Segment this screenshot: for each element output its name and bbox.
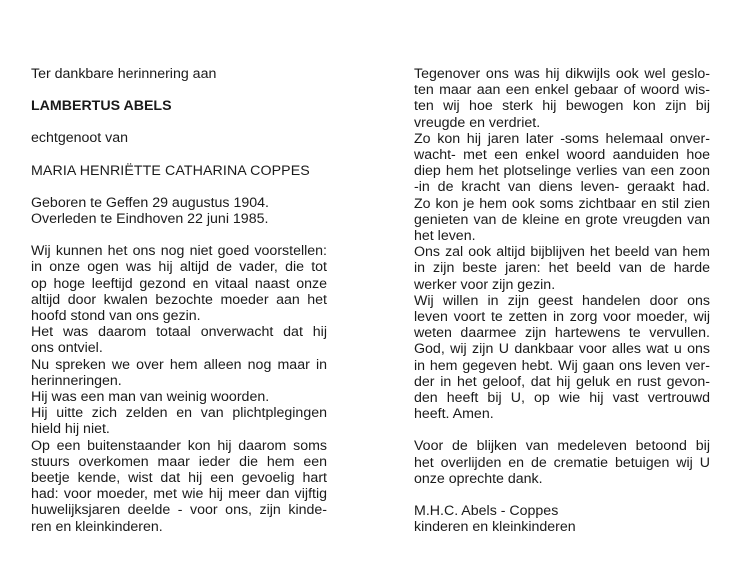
text-line: had: voor moeder, met wie hij meer dan vijftig xyxy=(31,486,327,503)
text-line: Hij was een man van weinig woorden. xyxy=(31,389,270,406)
text-line: ons ontviel. xyxy=(31,340,103,357)
text-line: diep hem het plotselinge verlies van een zoon xyxy=(414,163,710,180)
left-body-text xyxy=(31,243,327,535)
text-line: genieten van de kleine en grote vreugden van xyxy=(414,211,710,228)
text-line: Zo kon je hem ook soms zichtbaar en stil zien xyxy=(414,195,710,212)
text-line: in zijn beste jaren: het beeld van de harde xyxy=(414,260,710,277)
text-line: in hem gegeven hebt. Wij gaan ons leven ver- xyxy=(414,357,710,374)
signature-name: M.H.C. Abels - Coppes xyxy=(414,503,559,520)
text-line: het overlijden en de crematie betuigen wij U xyxy=(414,454,710,471)
text-line: beetje kende, wist dat hij een gevoelig hart xyxy=(31,470,327,487)
text-line: wacht- met een enkel woord aanduiden hoe xyxy=(414,147,710,164)
text-line: Hij uitte zich zelden en van plichtplegingen xyxy=(31,405,327,422)
text-line: Op een buitenstaander kon hij daarom soms xyxy=(31,437,327,454)
text-line: leven voort te zetten in zorg voor moeder, wij xyxy=(414,309,710,326)
intro-text: Ter dankbare herinnering aan xyxy=(31,66,217,82)
signature-family: kinderen en kleinkinderen xyxy=(414,519,576,536)
text-line: weten daarmee zijn hartewens te vervullen. xyxy=(414,325,710,342)
text-line: vreugde en verdriet. xyxy=(414,114,541,131)
text-line: den heeft bij U, op wie hij vast vertrouwd xyxy=(414,390,710,407)
text-line: altijd door kwalen bezochte moeder aan het xyxy=(31,291,327,308)
deceased-name: LAMBERTUS ABELS xyxy=(31,98,172,115)
text-line: in onze ogen was hij altijd de vader, die tot xyxy=(31,259,327,276)
text-line: op hoge leeftijd gezond en vitaal naast onze xyxy=(31,275,327,292)
right-column xyxy=(414,66,710,535)
text-line: ten maar aan een enkel gebaar of woord wis- xyxy=(414,82,710,99)
text-line: herinneringen. xyxy=(31,372,122,389)
text-line: hoofd stond van ons gezin. xyxy=(31,308,201,325)
text-line: ten wij hoe sterk hij bewogen kon zijn bij xyxy=(414,98,710,115)
text-line: -in de kracht van diens leven- geraakt had. xyxy=(414,179,710,196)
signature xyxy=(414,503,710,535)
text-line: Het was daarom totaal onverwacht dat hij xyxy=(31,324,327,341)
text-line: stuurs overkomen maar ieder die hem een xyxy=(31,453,327,470)
left-column xyxy=(31,66,327,535)
text-line: hield hij niet. xyxy=(31,421,110,438)
text-line: huwelijksjaren deelde - voor ons, zijn kinde- xyxy=(31,502,327,519)
text-line: ren en kleinkinderen. xyxy=(31,518,163,535)
text-line: God, wij zijn U dankbaar voor alles wat u ons xyxy=(414,341,710,358)
right-body-text xyxy=(414,66,710,422)
thanks-text xyxy=(414,438,710,487)
text-line: Zo kon hij jaren later -soms helemaal onver- xyxy=(414,130,710,147)
spouse-name: MARIA HENRIËTTE CATHARINA COPPES xyxy=(31,162,310,179)
birth-line: Geboren te Geffen 29 augustus 1904. xyxy=(31,194,269,211)
text-line: het leven. xyxy=(414,228,476,245)
text-line: Ons zal ook altijd bijblijven het beeld van hem xyxy=(414,244,710,261)
death-line: Overleden te Eindhoven 22 juni 1985. xyxy=(31,211,269,228)
text-line: Wij kunnen het ons nog niet goed voorstellen: xyxy=(31,243,327,260)
text-line: onze oprechte dank. xyxy=(414,470,543,487)
spouse-label: echtgenoot van xyxy=(31,130,129,147)
text-line: werker voor zijn gezin. xyxy=(414,276,556,293)
text-line: Nu spreken we over hem alleen nog maar in xyxy=(31,356,327,373)
text-line: der in het geloof, dat hij geluk en rust gevon- xyxy=(414,373,710,390)
text-line: Tegenover ons was hij dikwijls ook wel geslo- xyxy=(414,66,710,82)
text-line: Voor de blijken van medeleven betoond bij xyxy=(414,438,710,455)
text-line: heeft. Amen. xyxy=(414,406,494,423)
text-line: Wij willen in zijn geest handelen door ons xyxy=(414,292,710,309)
